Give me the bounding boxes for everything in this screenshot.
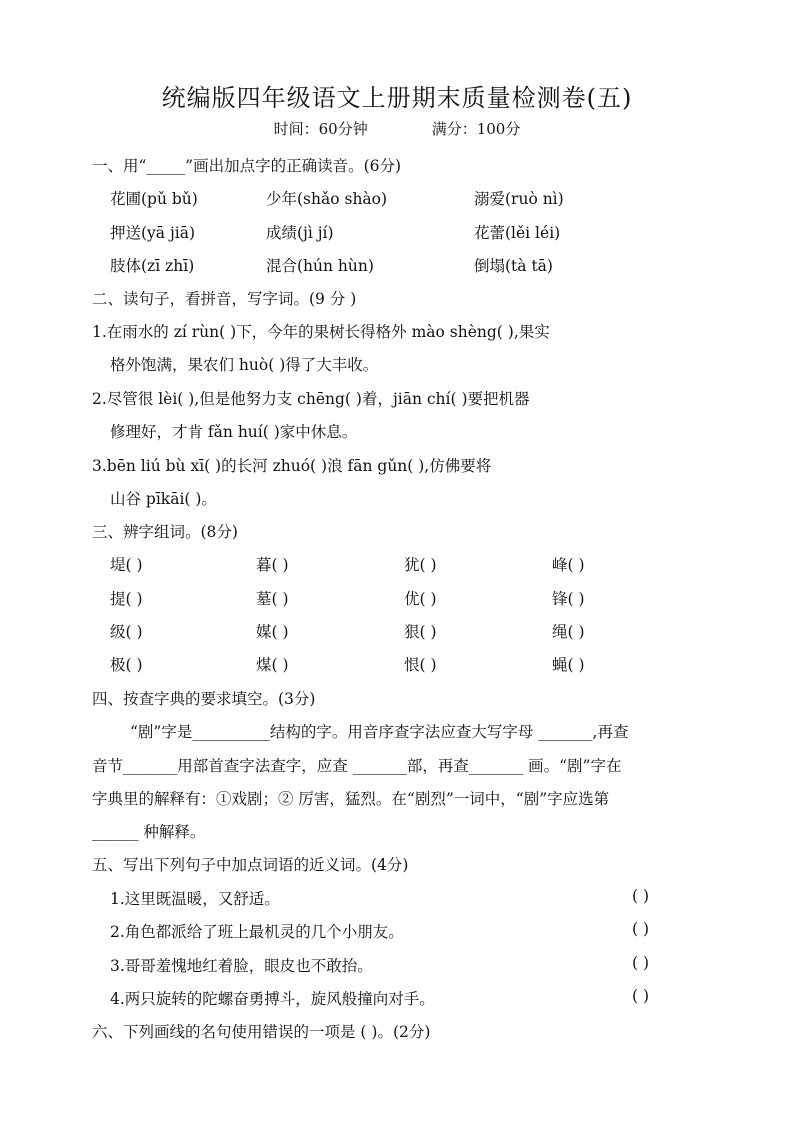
s3-item: 墓( ) bbox=[256, 590, 289, 608]
s3-item: 级( ) bbox=[110, 623, 143, 641]
s3-item: 峰( ) bbox=[552, 556, 585, 574]
s4-line: 字典里的解释有：①戏剧；② 厉害，猛烈。在“剧烈”一词中，“剧”字应选第 bbox=[92, 790, 610, 808]
s5-answer-blank: ( ) bbox=[632, 987, 650, 1005]
section-1-heading: 一、用“_____”画出加点字的正确读音。(6分) bbox=[92, 157, 402, 175]
s2-line: 格外饱满，果农们 huò( )得了大丰收。 bbox=[110, 356, 379, 374]
s3-item: 恨( ) bbox=[404, 656, 437, 674]
s3-item: 蝇( ) bbox=[552, 656, 585, 674]
s2-line: 山谷 pīkāi( )。 bbox=[110, 490, 217, 508]
s5-answer-blank: ( ) bbox=[632, 954, 650, 972]
s3-item: 极( ) bbox=[110, 656, 143, 674]
s5-item: 4.两只旋转的陀螺奋勇搏斗，旋风般撞向对手。 bbox=[110, 990, 435, 1008]
section-2-heading: 二、读句子，看拼音，写字词。(9 分 ) bbox=[92, 290, 357, 308]
s2-line: 1.在雨水的 zí rùn( )下，今年的果树长得格外 mào shèng( ),果实 bbox=[92, 323, 550, 341]
s3-item: 提( ) bbox=[110, 590, 143, 608]
s1-item: 混合(hún hùn) bbox=[266, 257, 374, 275]
s3-item: 堤( ) bbox=[110, 556, 143, 574]
section-5-heading: 五、写出下列句子中加点词语的近义词。(4分) bbox=[92, 856, 409, 874]
s3-item: 暮( ) bbox=[256, 556, 289, 574]
s3-item: 优( ) bbox=[404, 590, 437, 608]
s2-line: 修理好，才肯 fǎn huí( )家中休息。 bbox=[110, 423, 358, 441]
s5-item: 3.哥哥羞愧地红着脸，眼皮也不敢抬。 bbox=[110, 957, 373, 975]
time-limit: 时间：60分钟 bbox=[273, 120, 368, 138]
s3-item: 煤( ) bbox=[256, 656, 289, 674]
s1-item: 溺爱(ruò nì) bbox=[474, 190, 564, 208]
s3-item: 狠( ) bbox=[404, 623, 437, 641]
s1-item: 倒塌(tà tā) bbox=[474, 257, 553, 275]
s1-item: 成绩(jì jí) bbox=[266, 224, 334, 242]
section-6-heading: 六、下列画线的名句使用错误的一项是 ( )。(2分) bbox=[92, 1023, 431, 1041]
s4-line: 音节_______用部首查字法查字，应查 _______部，再查_______ 画。“剧”字在 bbox=[92, 757, 622, 775]
full-score: 满分：100分 bbox=[431, 120, 521, 138]
section-4-heading: 四、按查字典的要求填空。(3分) bbox=[92, 690, 316, 708]
s2-line: 3.bēn liú bù xī( )的长河 zhuó( )浪 fān gǔn( ),仿佛要将 bbox=[92, 457, 492, 475]
s3-item: 犹( ) bbox=[404, 556, 437, 574]
s1-item: 肢体(zī zhī) bbox=[110, 257, 195, 275]
s1-item: 少年(shǎo shào) bbox=[266, 190, 388, 208]
s5-answer-blank: ( ) bbox=[632, 887, 650, 905]
s1-item: 花圃(pǔ bǔ) bbox=[110, 190, 198, 208]
exam-info bbox=[0, 118, 794, 139]
s4-line: ______ 种解释。 bbox=[92, 823, 206, 841]
s3-item: 锋( ) bbox=[552, 590, 585, 608]
s3-item: 绳( ) bbox=[552, 623, 585, 641]
page-title: 统编版四年级语文上册期末质量检测卷(五) bbox=[161, 84, 633, 112]
s5-item: 1.这里既温暖，又舒适。 bbox=[110, 890, 280, 908]
s1-item: 押送(yā jiā) bbox=[110, 224, 196, 242]
s4-line: “剧”字是__________结构的字。用音序查字法应查大写字母 _______,再查 bbox=[130, 723, 629, 741]
s3-item: 媒( ) bbox=[256, 623, 289, 641]
s5-item: 2.角色都派给了班上最机灵的几个小朋友。 bbox=[110, 923, 404, 941]
s1-item: 花蕾(lěi léi) bbox=[474, 224, 561, 242]
s5-answer-blank: ( ) bbox=[632, 920, 650, 938]
s2-line: 2.尽管很 lèi( ),但是他努力支 chēng( )着，jiān chí( )要把机器 bbox=[92, 390, 530, 408]
section-3-heading: 三、辨字组词。(8分) bbox=[92, 523, 238, 541]
